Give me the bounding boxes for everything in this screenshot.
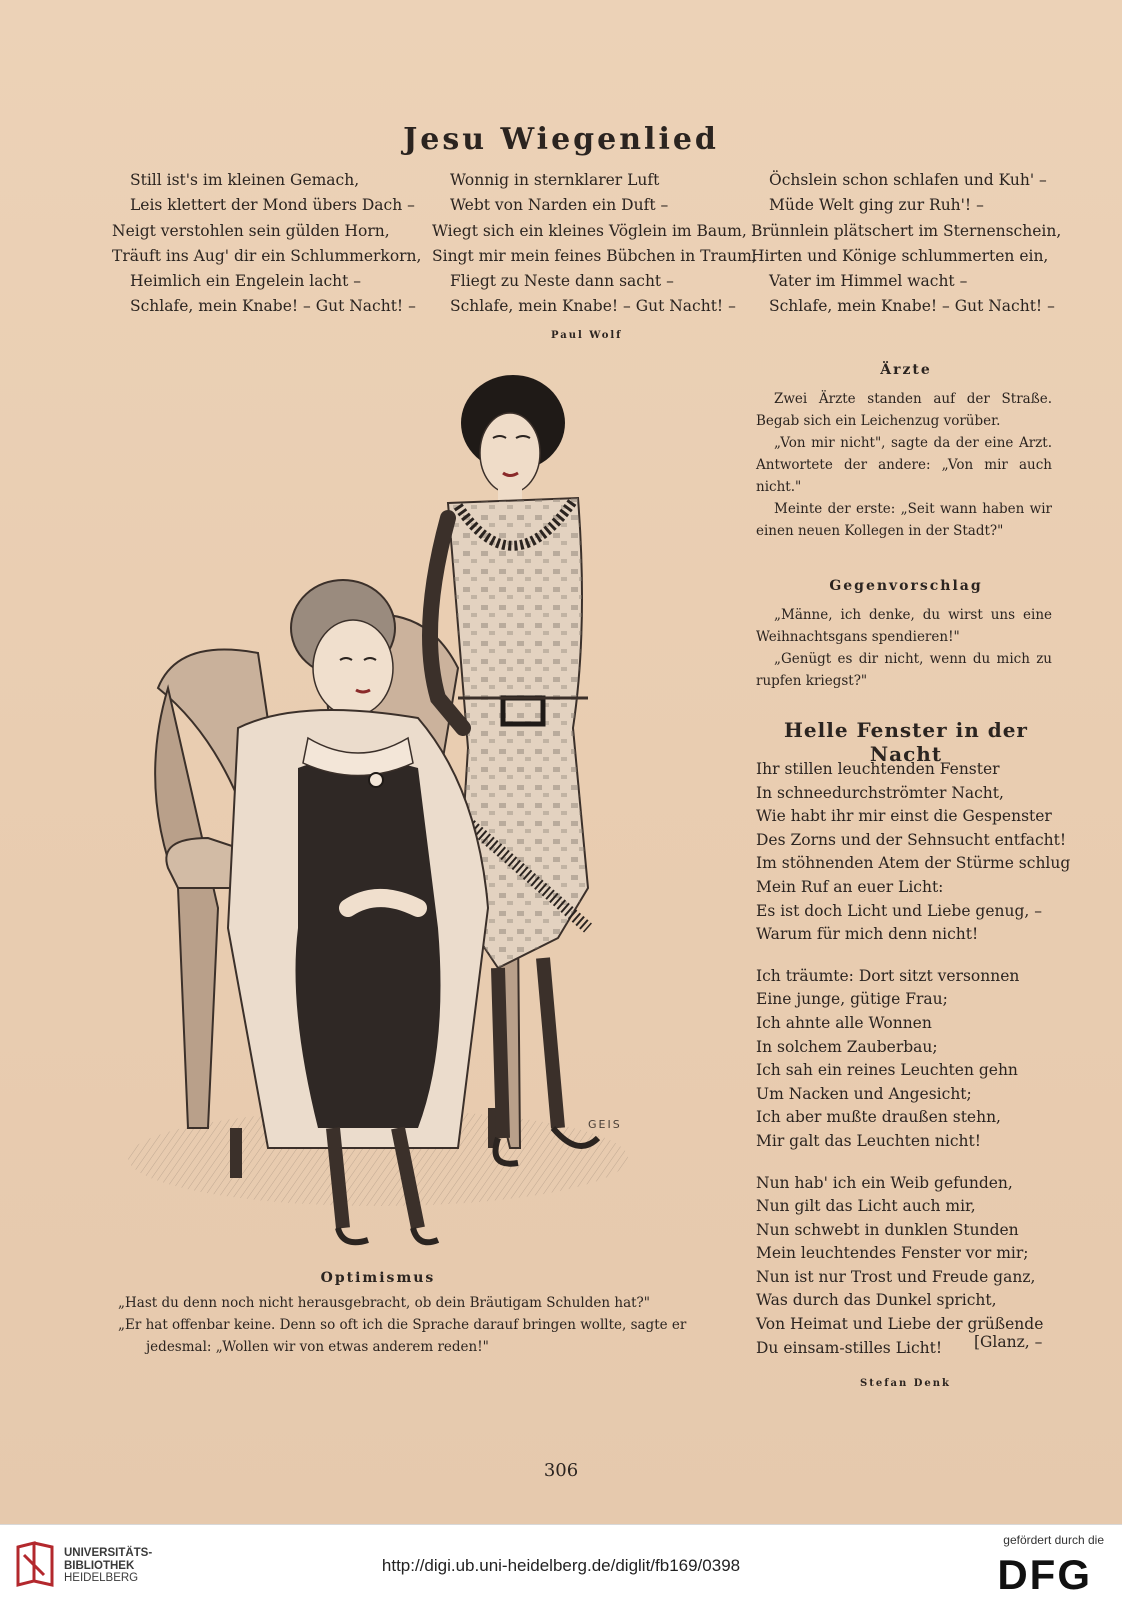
verse-line: Warum für mich denn nicht!: [756, 925, 979, 944]
verse-line: Träuft ins Aug' dir ein Schlummerkorn,: [112, 246, 422, 265]
verse-line: Nun gilt das Licht auch mir,: [756, 1197, 976, 1216]
verse-line: Singt mir mein feines Bübchen in Traum,: [432, 246, 757, 265]
verse-line: Schlafe, mein Knabe! – Gut Nacht! –: [450, 297, 736, 316]
stanza-gap: [756, 947, 1056, 965]
verse-line: Wonnig in sternklarer Luft: [450, 171, 660, 189]
verse-line: In schneedurchströmter Nacht,: [756, 783, 1004, 802]
library-name-line: BIBLIOTHEK: [64, 1559, 135, 1572]
verse-line: Schlafe, mein Knabe! – Gut Nacht! –: [769, 297, 1055, 316]
caption-text: [118, 1292, 718, 1358]
poem-title: Jesu Wiegenlied: [403, 122, 719, 157]
footer-bar: [0, 1524, 1122, 1605]
face: [313, 620, 393, 716]
verse-line: Wiegt sich ein kleines Vöglein im Baum,: [432, 221, 747, 240]
verse-line: Wie habt ihr mir einst die Gespenster: [756, 807, 1052, 826]
verse-line: Im stöhnenden Atem der Stürme schlug: [756, 854, 1071, 873]
verse-line-text: Du einsam-stilles Licht!: [756, 1338, 943, 1357]
verse-line: Mein Ruf an euer Licht:: [756, 877, 944, 896]
verse-line: Nun ist nur Trost und Freude ganz,: [756, 1267, 1036, 1286]
poem-stanza-3: [751, 168, 1062, 320]
verse-line: Heimlich ein Engelein lacht –: [130, 272, 362, 291]
caption-line: „Er hat offenbar keine. Denn so oft ich die Sprache darauf bringen wollte, sagte er: [118, 1317, 687, 1333]
verse-line: Fliegt zu Neste dann sacht –: [450, 272, 674, 291]
verse-line: Müde Welt ging zur Ruh'! –: [769, 196, 984, 215]
face: [480, 413, 540, 493]
hands: [348, 898, 418, 908]
shoes: [338, 1228, 438, 1242]
joke-title-gegenvorschlag: Gegenvorschlag: [829, 578, 983, 594]
verse-line: Webt von Narden ein Duft –: [450, 196, 669, 215]
verse-line: Schlafe, mein Knabe! – Gut Nacht! –: [130, 297, 416, 316]
chair-leg: [230, 1128, 242, 1178]
illustration-two-women: [118, 368, 638, 1273]
verse-line: Öchslein schon schlafen und Kuh' –: [769, 171, 1047, 189]
source-url-link[interactable]: http://digi.ub.uni-heidelberg.de/diglit/fb169/0398: [381, 1556, 741, 1575]
verse-line: Mein leuchtendes Fenster vor mir;: [756, 1244, 1029, 1263]
joke-title-aerzte: Ärzte: [880, 362, 932, 378]
dark-dress: [296, 758, 441, 1128]
verse-line: In solchem Zauberbau;: [756, 1037, 938, 1056]
joke-text-aerzte: [756, 388, 1052, 542]
paragraph: „Von mir nicht", sagte da der eine Arzt. Antwortete der andere: „Von mir auch nicht.": [756, 435, 1052, 495]
caption-line: „Hast du denn noch nicht herausgebracht, ob dein Bräutigam Schulden hat?": [118, 1295, 650, 1311]
funded-by-text: gefördert durch die: [1003, 1533, 1104, 1547]
verse-line: Ihr stillen leuchtenden Fenster: [756, 760, 1000, 778]
verse-line: Still ist's im kleinen Gemach,: [130, 171, 360, 189]
verse-line: Ich sah ein reines Leuchten gehn: [756, 1061, 1018, 1080]
overflow-word: [Glanz, –: [974, 1332, 1043, 1351]
verse-line: Ich träumte: Dort sitzt versonnen: [756, 966, 1020, 985]
verse-line: Nun hab' ich ein Weib gefunden,: [756, 1173, 1013, 1192]
page-number: 306: [543, 1460, 579, 1481]
brooch: [369, 773, 383, 787]
poem2-author: Stefan Denk: [860, 1378, 951, 1389]
verse-line: Es ist doch Licht und Liebe genug, –: [756, 901, 1043, 920]
library-name-line: UNIVERSITÄTS-: [64, 1547, 153, 1559]
verse-line: Ich ahnte alle Wonnen: [756, 1013, 932, 1032]
poem2-text: [756, 758, 1071, 1360]
dfg-logo: DFG: [997, 1551, 1092, 1598]
poem-stanza-2: [432, 168, 757, 320]
poem-author: Paul Wolf: [551, 330, 623, 341]
verse-line: Leis klettert der Mond übers Dach –: [130, 196, 415, 215]
verse-line: Des Zorns und der Sehnsucht entfacht!: [756, 830, 1067, 849]
verse-line: Um Nacken und Angesicht;: [756, 1084, 972, 1103]
verse-line: Neigt verstohlen sein gülden Horn,: [112, 221, 390, 240]
verse-line: Mir galt das Leuchten nicht!: [756, 1131, 981, 1150]
caption-title: Optimismus: [320, 1270, 436, 1286]
artist-signature: GEIS: [588, 1118, 622, 1131]
paragraph: Zwei Ärzte standen auf der Straße. Begab sich ein Leichenzug vorüber.: [756, 391, 1052, 429]
verse-line: Nun schwebt in dunklen Stunden: [756, 1220, 1019, 1239]
library-name-line: HEIDELBERG: [64, 1572, 139, 1584]
paragraph: „Männe, ich denke, du wirst uns eine Weihnachtsgans spendieren!": [756, 607, 1052, 645]
paragraph: „Genügt es dir nicht, wenn du mich zu rupfen kriegst?": [756, 651, 1052, 689]
stanza-gap: [756, 1154, 1056, 1172]
verse-line: Eine junge, gütige Frau;: [756, 990, 948, 1009]
poem2-title: Helle Fenster in der Nacht: [784, 718, 1028, 766]
verse-line: Hirten und Könige schlummerten ein,: [751, 246, 1049, 265]
paragraph: Meinte der erste: „Seit wann haben wir einen neuen Kollegen in der Stadt?": [756, 501, 1052, 539]
joke-text-gegenvorschlag: [756, 604, 1052, 692]
verse-line: Vater im Himmel wacht –: [769, 272, 968, 291]
poem-stanza-1: [112, 168, 422, 320]
verse-line: Brünnlein plätschert im Sternenschein,: [751, 221, 1062, 240]
verse-line: Ich aber mußte draußen stehn,: [756, 1108, 1001, 1127]
verse-line: [756, 1332, 1056, 1361]
caption-line: jedesmal: „Wollen wir von etwas anderem reden!": [146, 1339, 489, 1355]
verse-line: Von Heimat und Liebe der grüßende: [756, 1315, 1044, 1334]
verse-line: Was durch das Dunkel spricht,: [756, 1291, 997, 1310]
